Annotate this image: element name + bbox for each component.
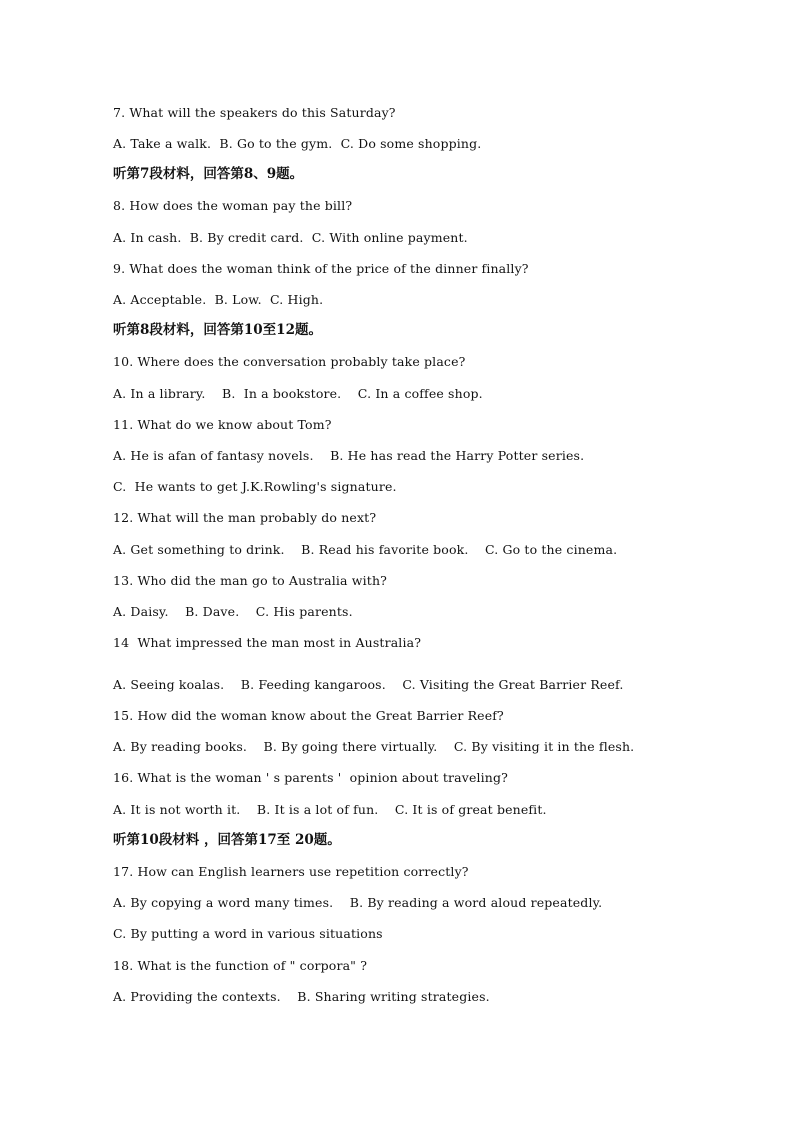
- options-11-ab: A. He is afan of fantasy novels. B. He has read the Harry Potter series.: [113, 448, 585, 463]
- options-15: A. By reading books. B. By going there virtually. C. By visiting it in the flesh.: [113, 739, 635, 754]
- question-15: 15. How did the woman know about the Great Barrier Reef?: [113, 708, 504, 723]
- question-13: 13. Who did the man go to Australia with?: [113, 573, 388, 588]
- question-12: 12. What will the man probably do next?: [113, 510, 377, 525]
- question-11: 11. What do we know about Tom?: [113, 417, 332, 432]
- section-heading-10: 听第10段材料 ，回答第17至 20题。: [113, 832, 341, 848]
- options-12: A. Get something to drink. B. Read his favorite book. C. Go to the cinema.: [113, 542, 618, 557]
- question-8: 8. How does the woman pay the bill?: [113, 198, 353, 213]
- question-18: 18. What is the function of " corpora" ?: [113, 958, 368, 973]
- question-14: 14 What impressed the man most in Australia?: [113, 635, 422, 650]
- options-17-c: C. By putting a word in various situations: [113, 926, 383, 941]
- options-13: A. Daisy. B. Dave. C. His parents.: [113, 604, 353, 619]
- options-8: A. In cash. B. By credit card. C. With online payment.: [113, 230, 468, 245]
- options-11-c: C. He wants to get J.K.Rowling's signature.: [113, 479, 397, 494]
- section-heading-7: 听第7段材料，回答第8、9题。: [113, 166, 304, 182]
- question-16: 16. What is the woman ' s parents ' opinion about traveling?: [113, 770, 509, 785]
- question-10: 10. Where does the conversation probably take place?: [113, 354, 466, 369]
- options-16: A. It is not worth it. B. It is a lot of fun. C. It is of great benefit.: [113, 802, 547, 817]
- options-7: A. Take a walk. B. Go to the gym. C. Do some shopping.: [113, 136, 482, 151]
- options-9: A. Acceptable. B. Low. C. High.: [113, 292, 324, 307]
- options-18: A. Providing the contexts. B. Sharing writing strategies.: [113, 989, 490, 1004]
- options-17-ab: A. By copying a word many times. B. By reading a word aloud repeatedly.: [113, 895, 603, 910]
- options-10: A. In a library. B. In a bookstore. C. In a coffee shop.: [113, 386, 483, 401]
- question-7: 7. What will the speakers do this Saturday?: [113, 105, 396, 120]
- question-17: 17. How can English learners use repetition correctly?: [113, 864, 469, 879]
- section-heading-8: 听第8段材料，回答第10至12题。: [113, 322, 322, 338]
- question-9: 9. What does the woman think of the price of the dinner finally?: [113, 261, 529, 276]
- options-14: A. Seeing koalas. B. Feeding kangaroos. C. Visiting the Great Barrier Reef.: [113, 677, 624, 692]
